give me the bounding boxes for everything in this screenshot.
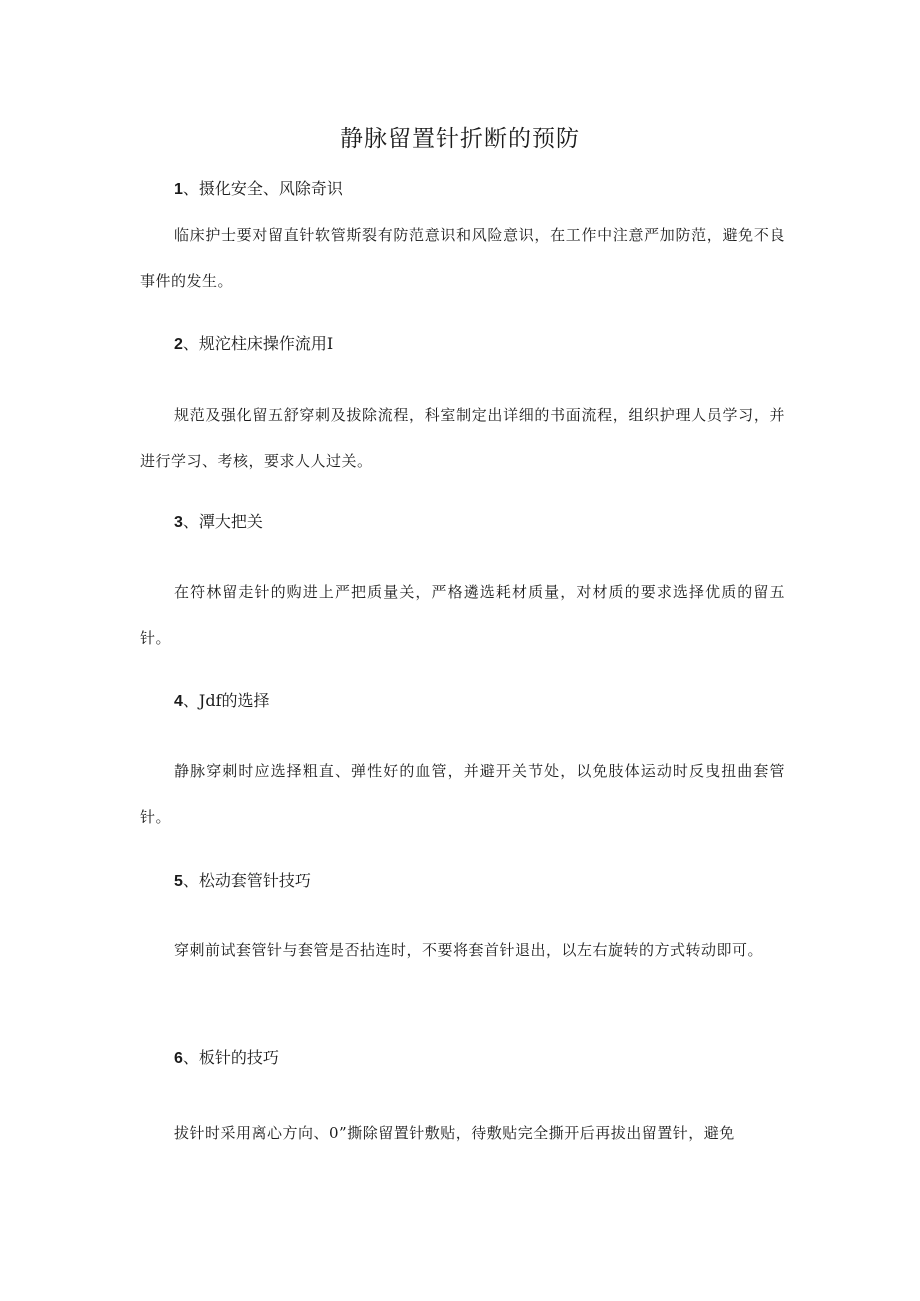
section-number: 6	[174, 1050, 183, 1067]
section-heading-5	[174, 868, 311, 891]
section-paragraph-6: 拔针时采用离心方向、0”撕除留置针敷贴，待敷贴完全撕开后再拔出留置针，避免	[174, 1124, 735, 1142]
section-number: 3	[174, 514, 183, 531]
section-paragraph-4: 静脉穿刺时应选择粗直、弹性好的血管，并避开关节处，以免肢体运动时反曳扭曲套管针。	[140, 762, 785, 826]
section-heading-text: 、Jdf的选择	[182, 691, 270, 710]
section-paragraph-2: 规范及强化留五舒穿刺及拔除流程，科室制定出详细的书面流程，组织护理人员学习，并进行学习、考核，要求人人过关。	[140, 406, 785, 470]
section-heading-1	[174, 176, 343, 199]
section-heading-2	[174, 331, 333, 354]
page-title: 静脉留置针折断的预防	[340, 126, 580, 152]
section-number: 2	[174, 336, 183, 353]
section-heading-6	[174, 1045, 279, 1068]
section-heading-text: 、板针的技巧	[182, 1048, 279, 1067]
section-paragraph-1: 临床护士要对留直针软管斯裂有防范意识和风险意识，在工作中注意严加防范，避免不良事件的发生。	[140, 226, 785, 290]
section-paragraph-5: 穿刺前试套管针与套管是否拈连时，不要将套首针退出，以左右旋转的方式转动即可。	[174, 941, 764, 959]
section-paragraph-3: 在符林留走针的购进上严把质量关，严格遴选耗材质量，对材质的要求选择优质的留五针。	[140, 583, 785, 647]
section-heading-text: 、摄化安全、风除奇识	[182, 179, 343, 198]
section-heading-text: 、松动套管针技巧	[182, 871, 311, 890]
section-heading-3	[174, 509, 263, 532]
section-number: 4	[174, 693, 183, 710]
section-number: 1	[174, 181, 183, 198]
section-heading-4	[174, 688, 270, 711]
section-heading-text: 、规沱柱床操作流用I	[182, 334, 334, 353]
section-heading-text: 、潭大把关	[182, 512, 263, 531]
section-number: 5	[174, 873, 183, 890]
